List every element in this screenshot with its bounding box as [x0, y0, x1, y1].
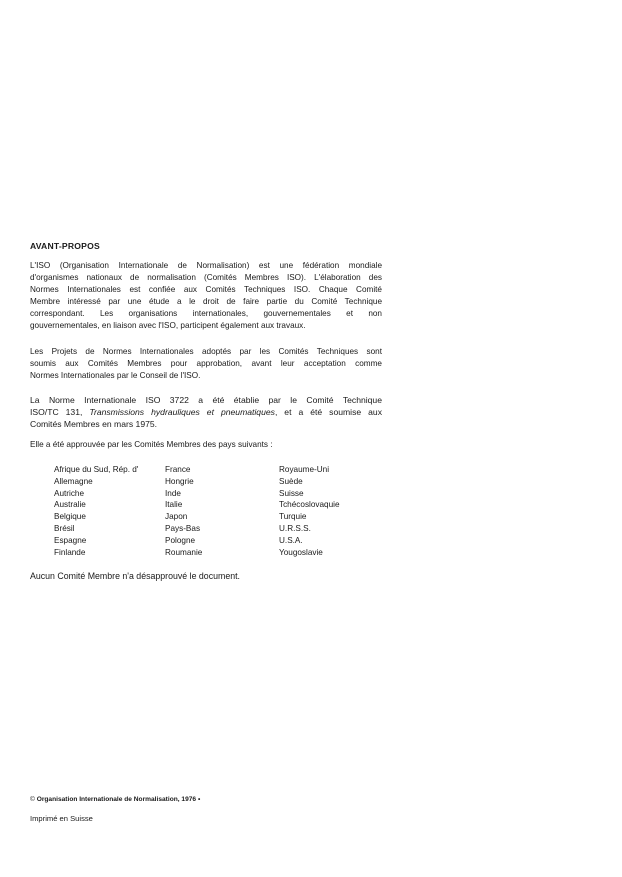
foreword-paragraph-iso: [30, 260, 382, 332]
paragraph-line: Les Projets de Normes Internationales adoptés par les Comités Techniques sont: [30, 347, 382, 356]
foreword-heading: AVANT-PROPOS: [30, 241, 100, 251]
country-item: France: [165, 465, 191, 474]
copyright-text: Organisation Internationale de Normalisation, 1976: [36, 796, 197, 803]
country-item: Turquie: [279, 512, 307, 522]
country-column-3: [279, 464, 399, 558]
paragraph-line: Comités Membres en mars 1975.: [30, 419, 158, 429]
country-item: Roumanie: [165, 547, 203, 557]
country-item: Tchécoslovaquie: [279, 500, 340, 510]
country-item: Pays-Bas: [165, 523, 201, 533]
paragraph-line: La Norme Internationale ISO 3722 a été établie par le Comité Technique: [30, 395, 382, 405]
closing-statement: Aucun Comité Membre n'a désapprouvé le document.: [30, 571, 240, 581]
paragraph-line: gouvernementales, en liaison avec l'ISO, participent également aux travaux.: [30, 321, 306, 330]
foreword-paragraph-drafts: [30, 346, 382, 382]
paragraph-line: Normes Internationales par le Conseil de l'ISO.: [30, 371, 201, 380]
paragraph-line: [30, 406, 382, 418]
country-item: U.R.S.S.: [279, 523, 311, 533]
committee-ref: ISO/TC 131,: [30, 407, 90, 417]
country-item: Australie: [54, 500, 86, 510]
country-column-1: [54, 464, 164, 558]
country-item: Suède: [279, 476, 303, 486]
country-item: Inde: [165, 488, 181, 498]
country-item: Italie: [165, 500, 183, 510]
copyright-notice: [30, 796, 200, 803]
country-item: U.S.A.: [279, 535, 303, 545]
paragraph-text: , et a été soumise aux: [274, 407, 382, 417]
approval-intro: Elle a été approuvée par les Comités Membres des pays suivants :: [30, 440, 273, 449]
country-item: Finlande: [54, 547, 86, 557]
country-item: Belgique: [54, 512, 86, 522]
country-column-2: [165, 464, 275, 558]
paragraph-line: soumis aux Comités Membres pour approbation, avant leur acceptation comme: [30, 359, 382, 368]
committee-title: Transmissions hydrauliques et pneumatiques: [89, 407, 275, 417]
country-item: Espagne: [54, 535, 87, 545]
paragraph-line: Normes Internationales est confiée aux Comités Techniques ISO. Chaque Comité: [30, 285, 382, 294]
copyright-icon: ©: [30, 796, 35, 803]
country-item: Brésil: [54, 523, 75, 533]
country-item: Allemagne: [54, 476, 93, 486]
paragraph-line: correspondant. Les organisations internationales, gouvernementales et non: [30, 309, 382, 318]
paragraph-line: d'organismes nationaux de normalisation (Comités Membres ISO). L'élaboration des: [30, 273, 382, 282]
bullet-icon: •: [197, 796, 201, 803]
paragraph-line: Membre intéressé par une étude a le droit de faire partie du Comité Technique: [30, 297, 382, 306]
country-item: Suisse: [279, 488, 304, 498]
country-item: Hongrie: [165, 476, 194, 486]
printed-in: Imprimé en Suisse: [30, 814, 93, 823]
country-item: Japon: [165, 512, 188, 522]
paragraph-line: L'ISO (Organisation Internationale de Normalisation) est une fédération mondiale: [30, 261, 382, 270]
foreword-paragraph-standard: [30, 394, 382, 430]
country-item: Afrique du Sud, Rép. d': [54, 465, 139, 474]
country-item: Yougoslavie: [279, 547, 323, 557]
country-item: Autriche: [54, 488, 85, 498]
country-item: Royaume-Uni: [279, 465, 330, 474]
country-item: Pologne: [165, 535, 196, 545]
